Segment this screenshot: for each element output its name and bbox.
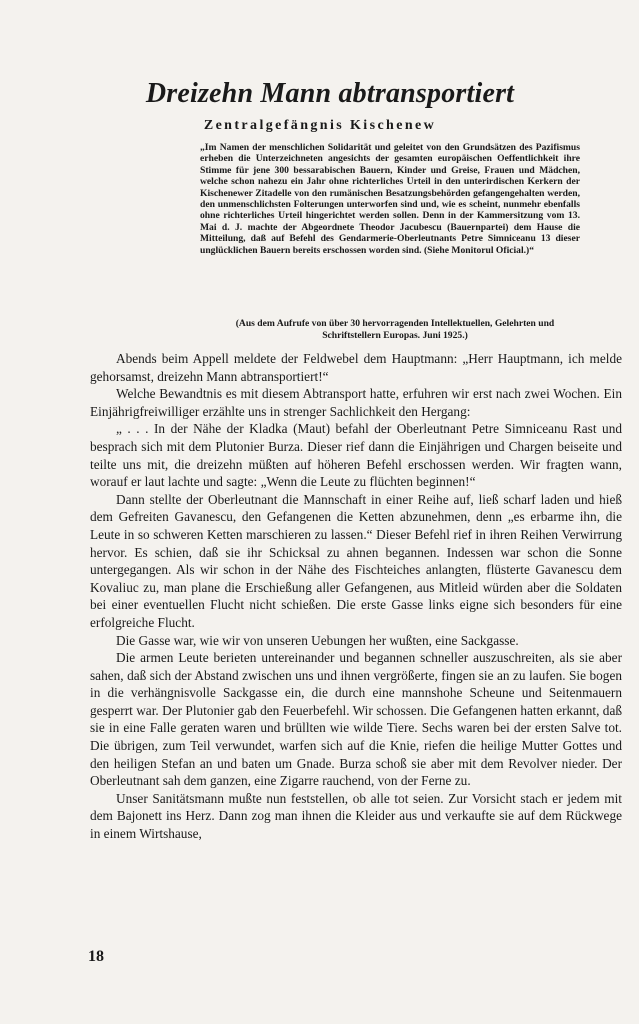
paragraph: Die Gasse war, wie wir von unseren Uebungen her wußten, eine Sackgasse. [116, 632, 519, 648]
epigraph-quote: „Im Namen der menschlichen Solidarität und geleitet von den Grundsätzen des Pazifismus erheben die Unterzeichneten angesichts der gesamten europäischen Oeffentlichkeit ihre Stimme für jene 300 bessarabischen Bauern, Kinder und Greise, Frauen und Mädchen, welche schon nahezu ein Jahr ohne richterliches Urteil in den unterirdischen Kerkern der Kischenewer Zitadelle von den rumänischen Besatzungsbehörden gefangengehalten werden, den unmenschlichsten Folterungen unterworfen sind und, wie es scheint, nunmehr ebenfalls ohne richterliches Urteil hingerichtet werden sollen. Denn in der Kammersitzung vom 13. Mai d. J. machte der Abgeordnete Theodor Jacubescu (Bauernpartei) dem Hause die Mitteilung, daß auf Befehl des Gendarmerie-Oberleutnants Petre Simniceanu 13 dieser unglücklichen Bauern bereits erschossen worden sind. (Siehe Monitorul Oficial.)“ [200, 142, 580, 256]
epigraph-source: (Aus dem Aufrufe von über 30 hervorragenden Intellektuellen, Gelehrten und Schriftstellern Europas. Juni 1925.) [235, 318, 555, 341]
page-number: 18 [88, 948, 104, 965]
body-text [90, 350, 622, 843]
chapter-subtitle: Zentralgefängnis Kischenew [203, 118, 437, 133]
paragraph: Dann stellte der Oberleutnant die Mannschaft in einer Reihe auf, ließ scharf laden und hieß dem Gefreiten Gavanescu, den Gefangenen die Ketten abzunehmen, denn „es erbarme ihn, die Leute in so schweren Ketten marschieren zu lassen.“ Dieser Befehl rief in ihren Reihen Verwirrung hervor. Es schien, daß sie ihr Schicksal zu ahnen begannen. Indessen war schon die Sonne untergegangen. Als wir schon in der Nähe des Fischteiches anlangten, flüsterte Gavanescu dem Kovaliuc zu, man plane die Erschießung aller Gefangenen, aus Mitleid würden aber die Soldaten bei einer eventuellen Flucht nicht schießen. Die erste Gasse links eigne sich besonders für eine erfolgreiche Flucht. [90, 491, 622, 630]
paragraph: Abends beim Appell meldete der Feldwebel dem Hauptmann: „Herr Hauptmann, ich melde gehorsamst, dreizehn Mann abtransportiert!“ [90, 351, 622, 384]
paragraph: Unser Sanitätsmann mußte nun feststellen, ob alle tot seien. Zur Vorsicht stach er jedem mit dem Bajonett ins Herz. Dann zog man ihnen die Kleider aus und verkaufte sie auf dem Rückwege in einem Wirtshause, [90, 790, 622, 842]
paragraph: „ . . . In der Nähe der Kladka (Maut) befahl der Oberleutnant Petre Simniceanu Rast und besprach sich mit dem Plutonier Burza. Dieser rief dann die Einjährigen und Chargen beiseite und teilte uns mit, die dreizehn müßten auf höheren Befehl erschossen werden. Wir fragten wann, worauf er laut lachte und sagte: „Wenn die Leute zu flüchten beginnen!“ [90, 421, 622, 490]
paragraph: Die armen Leute berieten untereinander und begannen schneller auszuschreiten, als sie aber sahen, daß sich der Abstand zwischen uns und ihnen vergrößerte, fingen sie an zu laufen. Sie bogen in die verhängnisvolle Sackgasse ein, die durch eine mannshohe Scheune und Seitenmauern gesperrt war. Der Plutonier gab den Feuerbefehl. Wir schossen. Die Gefangenen hatten erkannt, daß sie in eine Falle geraten waren und brüllten wie wilde Tiere. Sechs waren bei der ersten Salve tot. Die übrigen, zum Teil verwundet, warfen sich auf die Knie, riefen die heilige Mutter Gottes und den heiligen Stefan an und baten um Gnade. Burza schoß sie aber mit dem Revolver nieder. Der Oberleutnant sah dem ganzen, eine Zigarre rauchend, von der Ferne zu. [90, 650, 622, 789]
paragraph: Welche Bewandtnis es mit diesem Abtransport hatte, erfuhren wir erst nach zwei Wochen. Ein Einjährigfreiwilliger erzählte uns in strenger Sachlichkeit den Hergang: [90, 386, 622, 419]
chapter-title: Dreizehn Mann abtransportiert [145, 78, 515, 109]
